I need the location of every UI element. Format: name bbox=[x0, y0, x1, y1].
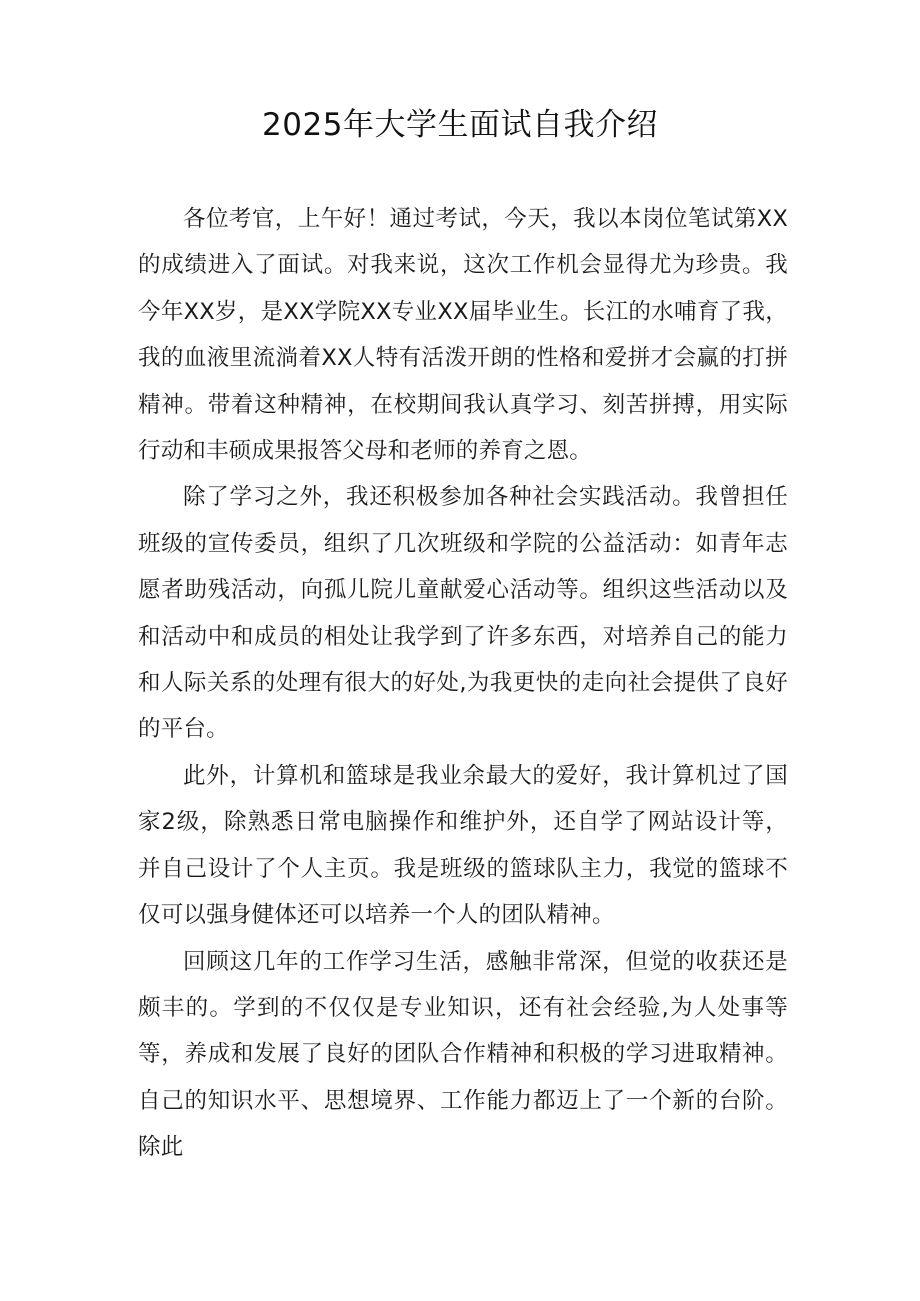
paragraph-activities: 除了学习之外，我还积极参加各种社会实践活动。我曾担任班级的宣传委员，组织了几次班级和学院的公益活动：如青年志愿者助残活动，向孤儿院儿童献爱心活动等。组织这些活动以及和活动中和成员的相处让我学到了许多东西，对培养自己的能力和人际关系的处理有很大的好处,为我更快的走向社会提供了良好的平台。 bbox=[138, 484, 788, 743]
document-body bbox=[138, 196, 788, 1171]
document-title: 2025年大学生面试自我介绍 bbox=[262, 107, 658, 143]
paragraph-greeting: 各位考官，上午好！通过考试，今天，我以本岗位笔试第XX的成绩进入了面试。对我来说，这次工作机会显得尤为珍贵。我今年XX岁，是XX学院XX专业XX届毕业生。长江的水哺育了我，我的血液里流淌着XX人特有活泼开朗的性格和爱拼才会赢的打拼精神。带着这种精神，在校期间我认真学习、刻苦拼搏，用实际行动和丰硕成果报答父母和老师的养育之恩。 bbox=[138, 206, 788, 465]
paragraph-review: 回顾这几年的工作学习生活，感触非常深，但觉的收获还是颇丰的。学到的不仅仅是专业知识，还有社会经验,为人处事等等，养成和发展了良好的团队合作精神和积极的学习进取精神。自己的知识水平、思想境界、工作能力都迈上了一个新的台阶。除此 bbox=[138, 948, 788, 1161]
paragraph-hobbies: 此外，计算机和篮球是我业余最大的爱好，我计算机过了国家2级，除熟悉日常电脑操作和维护外，还自学了网站设计等，并自己设计了个人主页。我是班级的篮球队主力，我觉的篮球不仅可以强身健体还可以培养一个人的团队精神。 bbox=[138, 762, 788, 929]
